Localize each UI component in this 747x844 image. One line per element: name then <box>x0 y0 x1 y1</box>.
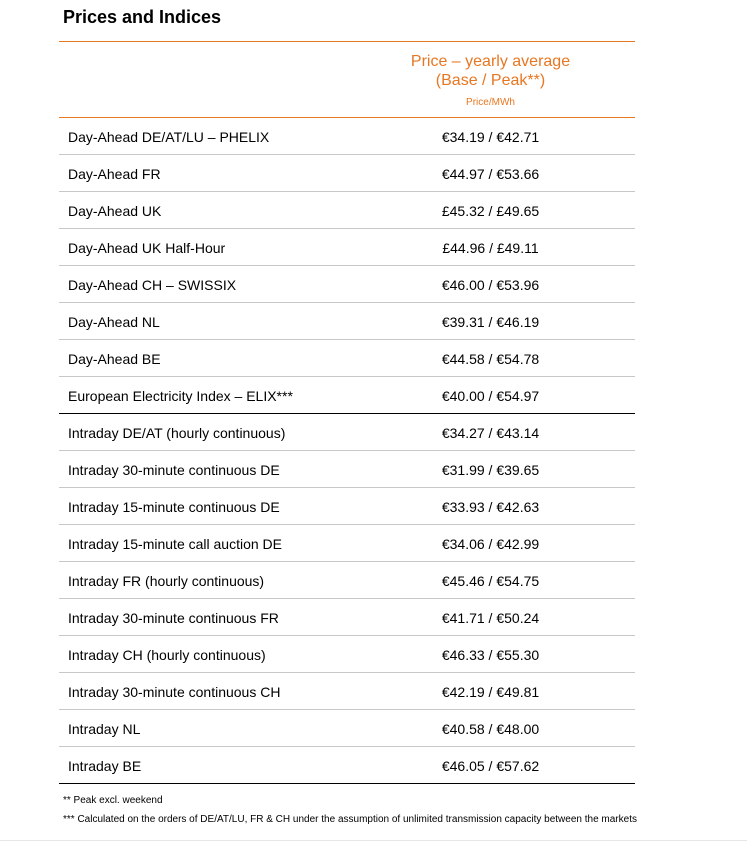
row-value: €39.31 / €46.19 <box>441 314 540 330</box>
table-row <box>59 118 635 155</box>
row-value: €33.93 / €42.63 <box>441 499 540 515</box>
footnotes <box>63 791 693 829</box>
table-row <box>59 488 635 525</box>
row-value: €40.58 / €48.00 <box>441 721 540 737</box>
row-name: Intraday 30-minute continuous CH <box>68 684 281 700</box>
row-name: Intraday NL <box>68 721 141 737</box>
row-name: Day-Ahead UK <box>68 203 162 219</box>
table-row <box>59 525 635 562</box>
row-value: €44.58 / €54.78 <box>441 351 540 367</box>
table-row <box>59 562 635 599</box>
row-value: €40.00 / €54.97 <box>441 388 540 404</box>
table-row <box>59 266 635 303</box>
page-bottom-divider <box>0 840 747 841</box>
table-row <box>59 340 635 377</box>
row-value: €41.71 / €50.24 <box>441 610 540 626</box>
row-value: €42.19 / €49.81 <box>441 684 540 700</box>
row-value: €46.05 / €57.62 <box>441 758 540 774</box>
footnote-elix: *** Calculated on the orders of DE/AT/LU, FR & CH under the assumption of unlimited transmission capacity between the markets <box>63 814 637 825</box>
row-name: Day-Ahead CH – SWISSIX <box>68 277 237 293</box>
table-row <box>59 192 635 229</box>
row-value: €31.99 / €39.65 <box>441 462 540 478</box>
row-value: €44.97 / €53.66 <box>441 166 540 182</box>
table-row <box>59 377 635 414</box>
row-value: £44.96 / £49.11 <box>442 240 539 256</box>
row-name: Day-Ahead DE/AT/LU – PHELIX <box>68 129 270 145</box>
page-title: Prices and Indices <box>63 7 222 27</box>
row-name: Intraday BE <box>68 758 142 774</box>
row-name: Day-Ahead UK Half-Hour <box>68 240 226 256</box>
table-row <box>59 303 635 340</box>
row-name: Intraday 30-minute continuous FR <box>68 610 279 626</box>
row-value: €46.00 / €53.96 <box>441 277 540 293</box>
row-name: European Electricity Index – ELIX*** <box>68 388 293 404</box>
table-row <box>59 451 635 488</box>
row-name: Day-Ahead NL <box>68 314 160 330</box>
row-name: Intraday 15-minute continuous DE <box>68 499 280 515</box>
row-name: Day-Ahead FR <box>68 166 161 182</box>
table-row <box>59 636 635 673</box>
price-column-header <box>338 52 643 109</box>
price-header-line1: Price – yearly average <box>410 53 571 70</box>
price-header-unit: Price/MWh <box>466 97 515 108</box>
row-value: £45.32 / £49.65 <box>441 203 540 219</box>
row-value: €34.27 / €43.14 <box>441 425 540 441</box>
table-row <box>59 414 635 451</box>
table-row <box>59 155 635 192</box>
table-row <box>59 673 635 710</box>
prices-table <box>59 41 635 784</box>
table-header <box>59 42 635 118</box>
row-value: €45.46 / €54.75 <box>441 573 540 589</box>
row-value: €46.33 / €55.30 <box>441 647 540 663</box>
row-name: Intraday CH (hourly continuous) <box>68 647 266 663</box>
row-name: Intraday DE/AT (hourly continuous) <box>68 425 286 441</box>
row-name: Intraday FR (hourly continuous) <box>68 573 265 589</box>
row-name: Intraday 15-minute call auction DE <box>68 536 282 552</box>
table-row <box>59 599 635 636</box>
table-row <box>59 229 635 266</box>
row-value: €34.19 / €42.71 <box>441 129 540 145</box>
table-row <box>59 747 635 784</box>
row-value: €34.06 / €42.99 <box>441 536 540 552</box>
footnote-peak: ** Peak excl. weekend <box>63 795 163 806</box>
row-name: Day-Ahead BE <box>68 351 161 367</box>
row-name: Intraday 30-minute continuous DE <box>68 462 280 478</box>
table-row <box>59 710 635 747</box>
price-header-line2: (Base / Peak**) <box>435 72 546 89</box>
